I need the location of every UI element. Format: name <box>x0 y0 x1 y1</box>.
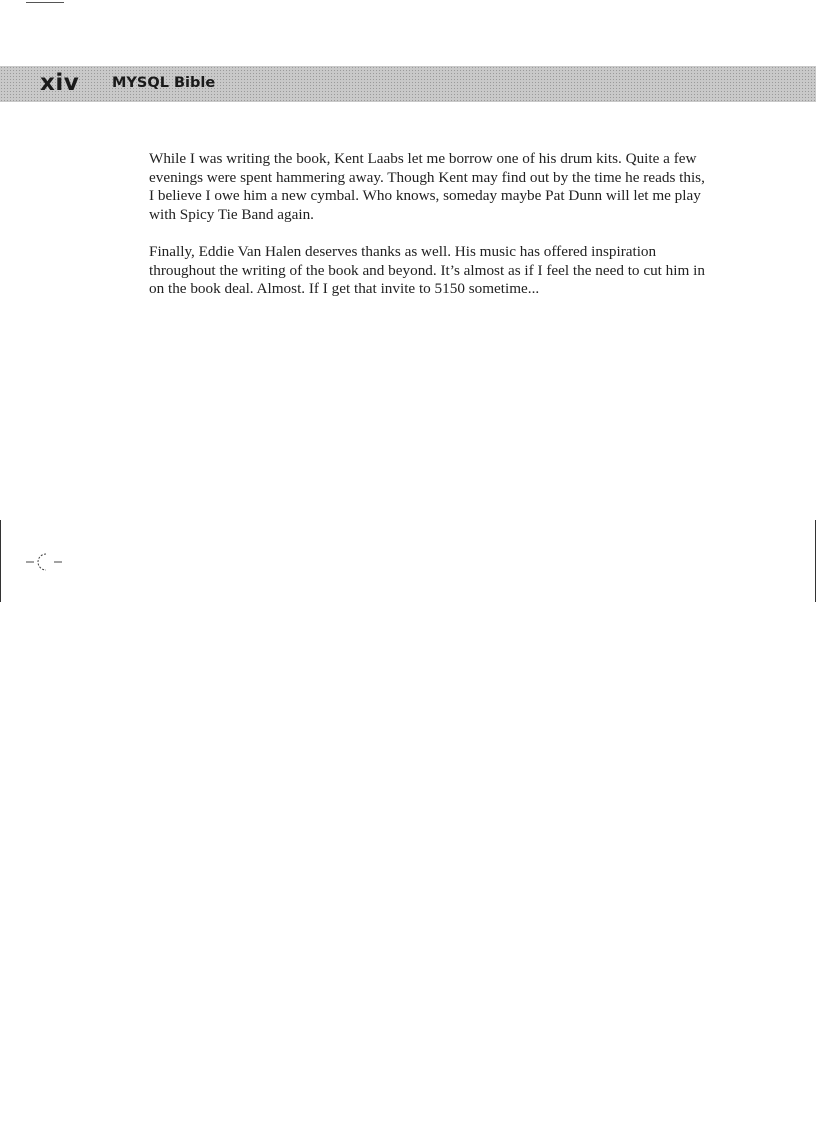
paragraph-drum-kits: While I was writing the book, Kent Laabs let me borrow one of his drum kits. Quite a few evenings were spent hammering away. Though Kent may find out by the time he reads this, I believe I owe him a new cymbal. Who knows, someday maybe Pat Dunn will let me play with Spicy Tie Band again. <box>149 150 705 223</box>
crop-mark-top <box>26 2 64 3</box>
registration-mark-icon <box>26 550 66 574</box>
body-text <box>149 150 709 318</box>
paragraph-van-halen: Finally, Eddie Van Halen deserves thanks as well. His music has offered inspiration throughout the writing of the book and beyond. It’s almost as if I feel the need to cut him in on the book deal. Almost. If I get that invite to 5150 sometime... <box>149 243 705 297</box>
page-number: xiv <box>40 70 80 96</box>
running-header-title: MYSQL Bible <box>112 75 216 91</box>
margin-rule-left <box>0 520 1 602</box>
